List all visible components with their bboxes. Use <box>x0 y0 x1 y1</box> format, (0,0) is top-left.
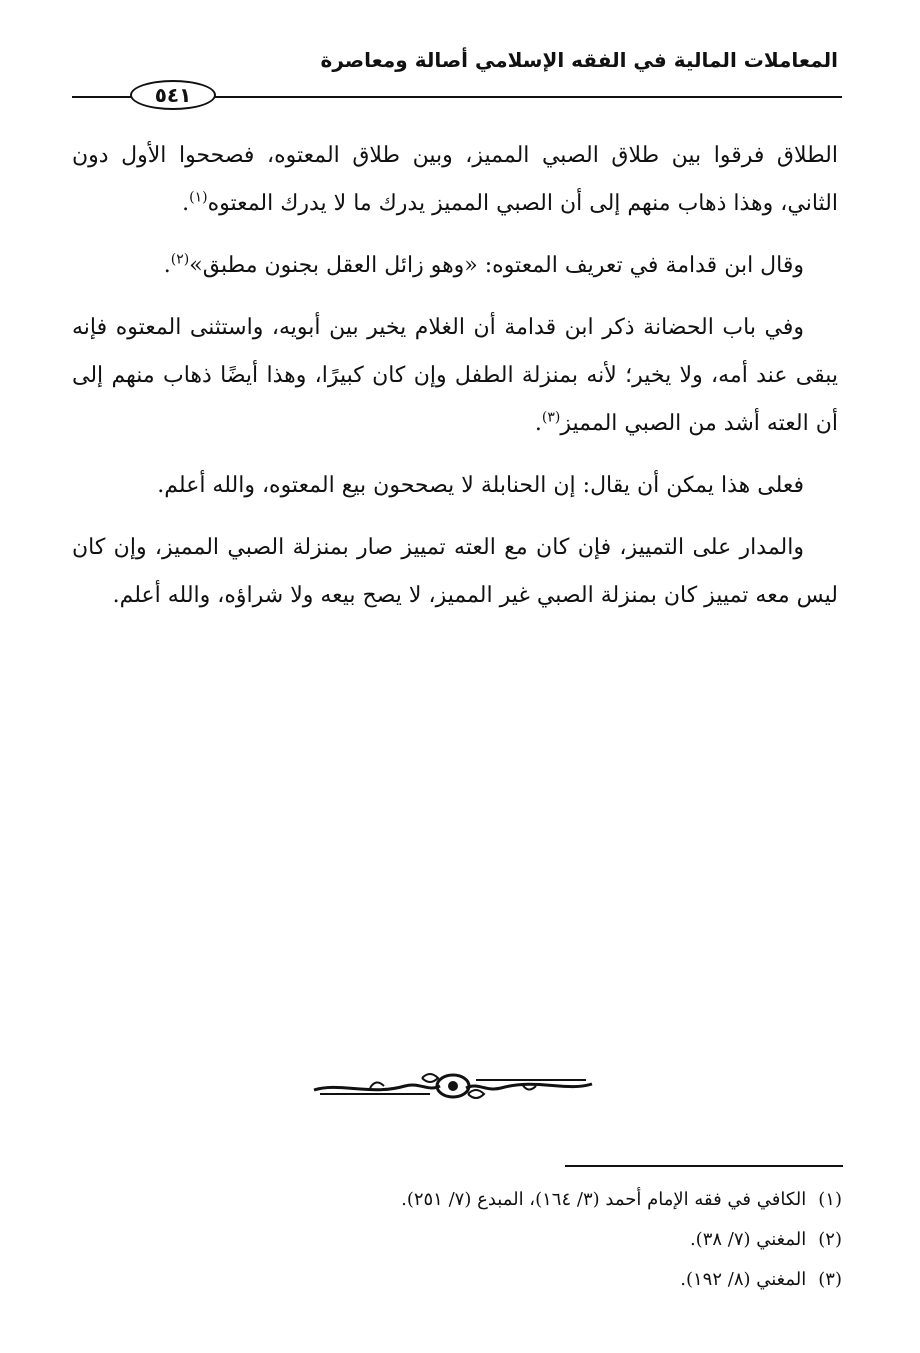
footnote-3 <box>62 1260 842 1300</box>
footnote-text: المغني (٧/ ٣٨). <box>689 1229 807 1250</box>
footnote-number: (٢) <box>818 1229 842 1250</box>
footnote-1 <box>62 1180 842 1220</box>
footnote-text: الكافي في فقه الإمام أحمد (٣/ ١٦٤)، المبدع (٧/ ٢٥١). <box>401 1189 807 1210</box>
paragraph-1 <box>72 132 838 228</box>
paragraph-3-end: . <box>534 411 542 436</box>
paragraph-5: والمدار على التمييز، فإن كان مع العته تمييز صار بمنزلة الصبي المميز، وإن كان ليس معه تمييز كان بمنزلة الصبي غير المميز، لا يصح بيعه ولا شراؤه، والله أعلم. <box>72 535 838 608</box>
paragraph-2-text: وقال ابن قدامة في تعريف المعتوه: «وهو زائل العقل بجنون مطبق» <box>189 253 804 278</box>
running-title: المعاملات المالية في الفقه الإسلامي أصالة ومعاصرة <box>320 48 838 72</box>
main-text <box>72 132 838 634</box>
paragraph-3 <box>72 304 838 448</box>
footnote-text: المغني (٨/ ١٩٢). <box>680 1269 807 1290</box>
paragraph-2 <box>72 242 838 290</box>
paragraph-2-end: . <box>163 253 171 278</box>
paragraph-1-end: . <box>182 191 190 216</box>
paragraph-3-text: وفي باب الحضانة ذكر ابن قدامة أن الغلام يخير بين أبويه، واستثنى المعتوه فإنه يبقى عند أمه، ولا يخير؛ لأنه بمنزلة الطفل وإن كان كبيرًا، وهذا أيضًا ذهاب منهم إلى أن العته أشد من الصبي المميز <box>72 315 838 436</box>
footnote-number: (٣) <box>818 1269 842 1290</box>
footnotes <box>62 1180 842 1300</box>
footnote-ref-3[interactable]: (٣) <box>541 409 561 426</box>
footnote-separator <box>565 1165 843 1167</box>
footnote-ref-2[interactable]: (٢) <box>170 251 190 268</box>
footnote-number: (١) <box>818 1189 842 1210</box>
footnote-2 <box>62 1220 842 1260</box>
ornament-divider <box>310 1068 596 1104</box>
footnote-ref-1[interactable]: (١) <box>189 189 208 206</box>
paragraph-1-text: الطلاق فرقوا بين طلاق الصبي المميز، وبين طلاق المعتوه، فصححوا الأول دون الثاني، وهذا ذهاب منهم إلى أن الصبي المميز يدرك ما لا يدرك المعتوه <box>72 143 838 216</box>
paragraph-4: فعلى هذا يمكن أن يقال: إن الحنابلة لا يصححون بيع المعتوه، والله أعلم. <box>157 473 804 498</box>
page-number: ٥٤١ <box>130 80 216 110</box>
